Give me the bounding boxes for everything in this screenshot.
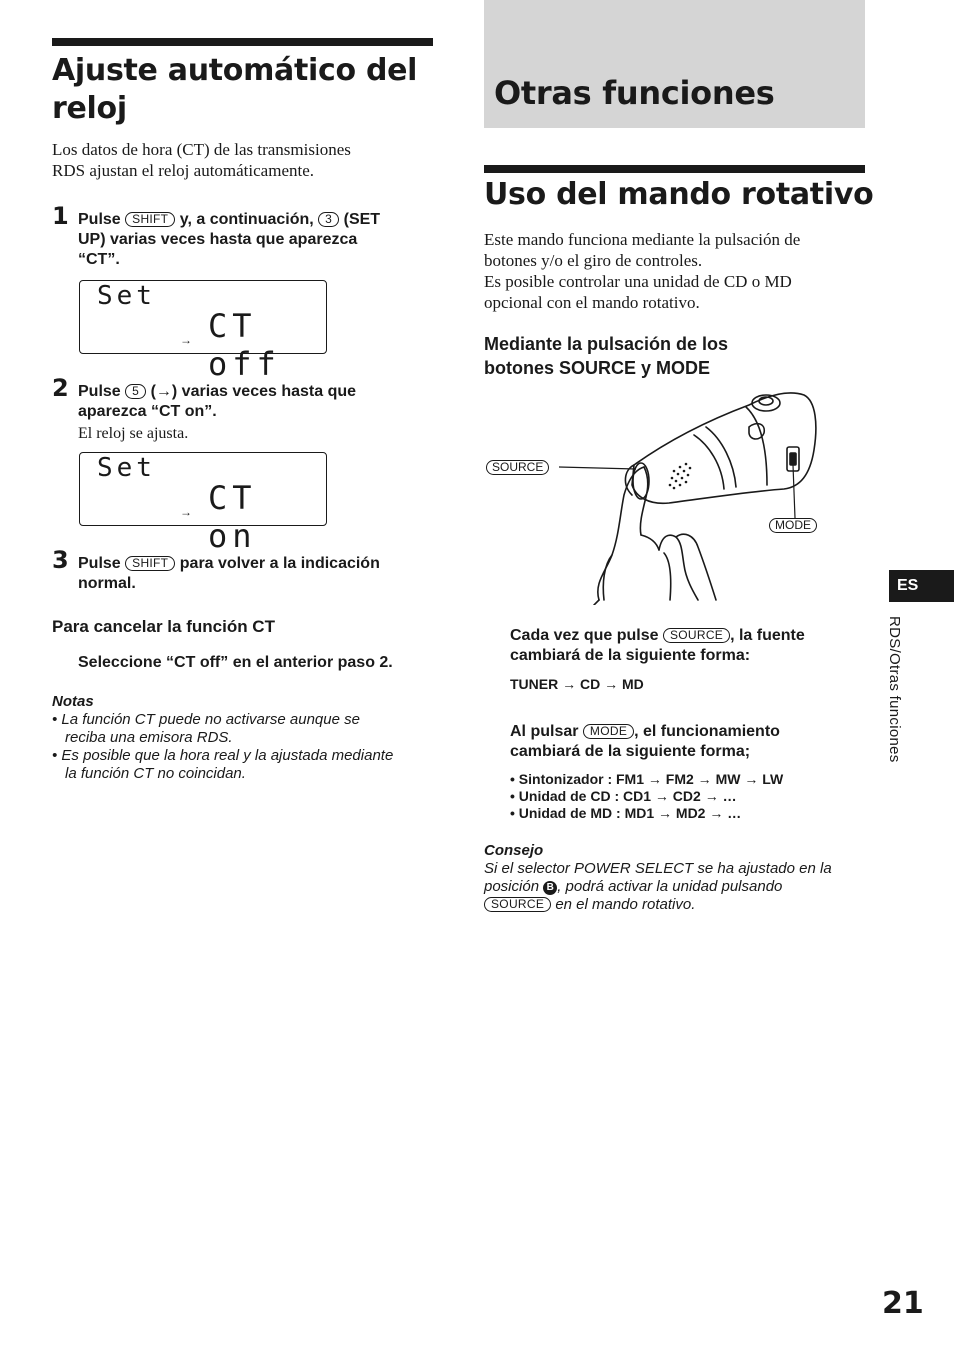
side-section-label: RDS/Otras funciones xyxy=(886,616,903,763)
step-text: (SET xyxy=(343,211,381,228)
source-description xyxy=(510,626,870,666)
step-text: Pulse xyxy=(78,555,121,572)
step-text: y, a continuación, xyxy=(179,211,314,228)
step-text: UP) varias veces hasta que aparezca xyxy=(78,231,358,248)
tip-line xyxy=(484,896,874,914)
desc-text: Cada vez que pulse xyxy=(510,627,659,644)
desc-text: Al pulsar xyxy=(510,723,579,740)
mode-key: MODE xyxy=(583,724,634,739)
title-rule-right xyxy=(484,165,865,173)
lcd-main-text: CT on xyxy=(208,479,257,555)
title-line-2: reloj xyxy=(52,91,127,126)
tip-heading: Consejo xyxy=(484,842,544,859)
note-line: • Es posible que la hora real y la ajustada mediante xyxy=(52,747,394,764)
key-3: 3 xyxy=(318,212,339,227)
source-key: SOURCE xyxy=(484,897,551,912)
step-2-text xyxy=(78,382,443,422)
source-sequence: TUNER → CD → MD xyxy=(510,676,644,692)
shift-key: SHIFT xyxy=(125,212,175,227)
shift-key: SHIFT xyxy=(125,556,175,571)
source-button-label: SOURCE xyxy=(486,460,549,475)
note-line: la función CT no coincidan. xyxy=(65,765,246,782)
cancel-text: Seleccione “CT off” en el anterior paso 2. xyxy=(78,654,393,671)
key-5: 5 xyxy=(125,384,146,399)
rotary-commander-illustration xyxy=(484,385,865,605)
desc-text: cambiará de la siguiente forma: xyxy=(510,647,751,664)
intro-paragraph xyxy=(52,139,442,181)
list-item: • Unidad de MD : MD1 → MD2 → … xyxy=(510,805,742,821)
language-tab xyxy=(889,570,954,602)
intro-line: Este mando funciona mediante la pulsación de xyxy=(484,230,801,249)
page-title xyxy=(52,52,442,128)
desc-text: , el funcionamiento xyxy=(634,723,780,740)
tip-text: en el mando rotativo. xyxy=(555,896,696,913)
cancel-heading: Para cancelar la función CT xyxy=(52,617,275,636)
lcd-set-text: Set xyxy=(97,281,156,311)
step-text: normal. xyxy=(78,575,136,592)
step-1-number: 1 xyxy=(52,202,69,230)
notes-heading: Notas xyxy=(52,693,94,710)
lcd-arrow-icon: → xyxy=(180,505,192,519)
mode-button-label: MODE xyxy=(769,518,817,533)
lcd-display-ct-off xyxy=(79,280,327,383)
mode-list xyxy=(510,771,783,822)
page-number: 21 xyxy=(882,1286,924,1321)
tip-text: , podrá activar la unidad pulsando xyxy=(557,878,783,895)
tip-text: posición xyxy=(484,878,540,895)
notes-block xyxy=(52,693,442,783)
step-text: (→) varias veces hasta que xyxy=(150,383,357,400)
source-key: SOURCE xyxy=(663,628,730,643)
step-text: Pulse xyxy=(78,383,121,400)
tip-line: Si el selector POWER SELECT se ha ajustado en la xyxy=(484,860,832,877)
note-line: reciba una emisora RDS. xyxy=(65,729,233,746)
step-text: “CT”. xyxy=(78,251,120,268)
position-b-badge: B xyxy=(543,881,557,895)
subsection-heading xyxy=(484,332,874,380)
lcd-arrow-icon: → xyxy=(180,333,192,347)
title-line-1: Ajuste automático del xyxy=(52,53,418,88)
lcd-main-text: CT off xyxy=(208,307,281,383)
note-line: • La función CT puede no activarse aunque se xyxy=(52,711,360,728)
step-1-text xyxy=(78,210,443,270)
desc-text: , la fuente xyxy=(730,627,805,644)
subheading-line: Mediante la pulsación de los xyxy=(484,334,729,354)
intro-line: Es posible controlar una unidad de CD o MD xyxy=(484,272,792,291)
intro-line: botones y/o el giro de controles. xyxy=(484,251,703,270)
list-item: • Sintonizador : FM1 → FM2 → MW → LW xyxy=(510,771,784,787)
lcd-display-ct-on xyxy=(79,452,327,555)
intro-line: RDS ajustan el reloj automáticamente. xyxy=(52,161,315,180)
list-item: • Unidad de CD : CD1 → CD2 → … xyxy=(510,788,737,804)
step-2-result: El reloj se ajusta. xyxy=(78,425,189,442)
intro-line: Los datos de hora (CT) de las transmisiones xyxy=(52,140,351,159)
step-text: para volver a la indicación xyxy=(179,555,380,572)
section-header-box xyxy=(484,0,865,128)
lcd-set-text: Set xyxy=(97,453,156,483)
step-text: Pulse xyxy=(78,211,121,228)
tip-line xyxy=(484,878,874,896)
feature-intro xyxy=(484,229,874,313)
step-3-text xyxy=(78,554,443,594)
language-tab-label: ES xyxy=(897,577,919,594)
step-text: aparezca “CT on”. xyxy=(78,403,217,420)
desc-text: cambiará de la siguiente forma; xyxy=(510,743,751,760)
mode-description xyxy=(510,722,870,762)
intro-line: opcional con el mando rotativo. xyxy=(484,293,700,312)
subheading-line: botones SOURCE y MODE xyxy=(484,358,711,378)
tip-block xyxy=(484,842,874,914)
step-2-number: 2 xyxy=(52,374,69,402)
step-3-number: 3 xyxy=(52,546,69,574)
section-title: Otras funciones xyxy=(494,74,775,112)
feature-title: Uso del mando rotativo xyxy=(484,177,874,212)
title-rule-left xyxy=(52,38,433,46)
